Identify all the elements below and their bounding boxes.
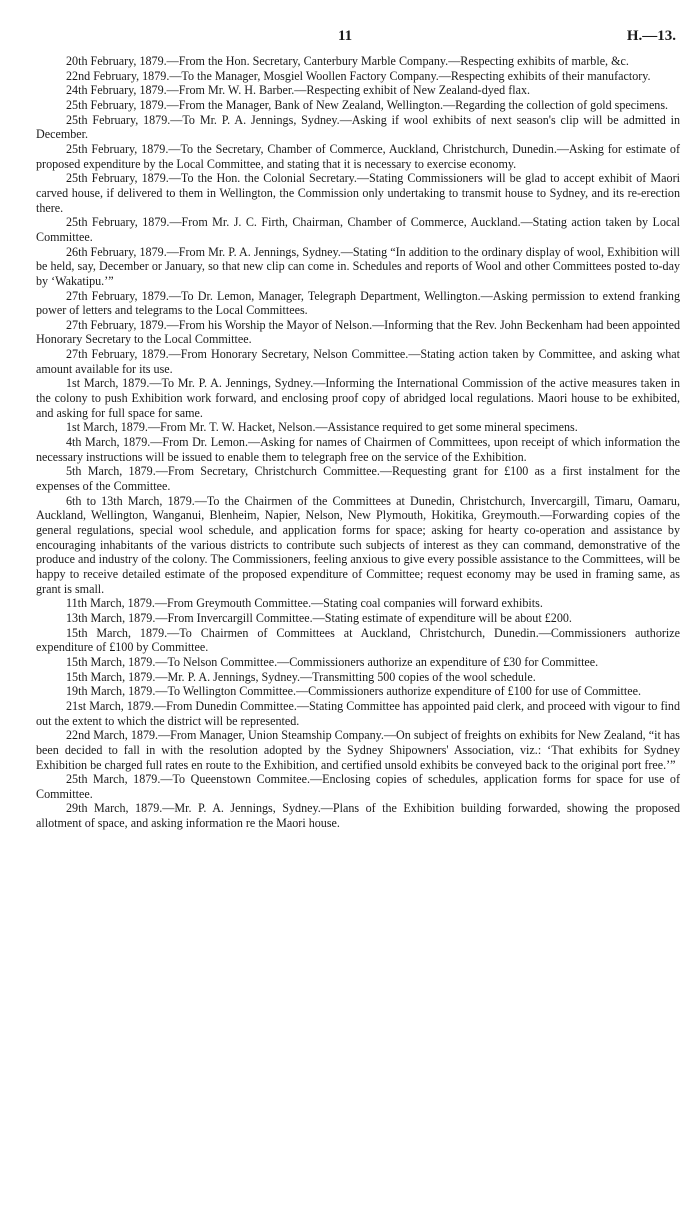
correspondence-list: [36, 54, 680, 831]
correspondence-entry: 15th March, 1879.—To Chairmen of Committees at Auckland, Christchurch, Dunedin.—Commissioners authorize expenditure of £100 by Committee.: [36, 625, 680, 655]
correspondence-entry: 26th February, 1879.—From Mr. P. A. Jennings, Sydney.—Stating “In addition to the ordinary display of wool, Exhibition will be held, say, December or January, so that new clip can come in. Schedules and reports of Wool and other Committees posted to-day by ‘Wakatipu.’”: [36, 244, 680, 288]
correspondence-entry: 25th February, 1879.—To Mr. P. A. Jennings, Sydney.—Asking if wool exhibits of next season's clip will be admitted in December.: [36, 112, 680, 142]
correspondence-entry: 15th March, 1879.—To Nelson Committee.—Commissioners authorize an expenditure of £30 for Committee.: [66, 654, 599, 669]
correspondence-entry: 22nd March, 1879.—From Manager, Union Steamship Company.—On subject of freights on exhibits for New Zealand, “it has been decided to fall in with the resolution adopted by the Sydney Shipowners' Association, viz.: ‘That exhibits for Sydney Exhibition be charged full rates en route to the Exhibition, and certified unsold exhibits be conveyed back to the original port free.’”: [36, 728, 680, 772]
correspondence-entry: 1st March, 1879.—To Mr. P. A. Jennings, Sydney.—Informing the International Commission of the active measures taken in the colony to push Exhibition work forward, and enclosing proof copy of abridged local regulations. Maori house to be exhibited, and asking for full space for same.: [36, 376, 680, 420]
correspondence-entry: 19th March, 1879.—To Wellington Committee.—Commissioners authorize expenditure of £100 for use of Committee.: [66, 684, 642, 699]
correspondence-entry: 25th February, 1879.—From the Manager, Bank of New Zealand, Wellington.—Regarding the collection of gold specimens.: [66, 97, 669, 112]
correspondence-entry: 5th March, 1879.—From Secretary, Christchurch Committee.—Requesting grant for £100 as a first instalment for the expenses of the Committee.: [36, 464, 680, 494]
correspondence-entry: 27th February, 1879.—To Dr. Lemon, Manager, Telegraph Department, Wellington.—Asking permission to extend franking power of letters and telegrams to the Local Committees.: [36, 288, 680, 318]
correspondence-entry: 15th March, 1879.—Mr. P. A. Jennings, Sydney.—Transmitting 500 copies of the wool schedule.: [66, 669, 536, 684]
correspondence-entry: 1st March, 1879.—From Mr. T. W. Hacket, Nelson.—Assistance required to get some mineral specimens.: [66, 420, 578, 435]
correspondence-entry: 25th February, 1879.—To the Secretary, Chamber of Commerce, Auckland, Christchurch, Dunedin.—Asking for estimate of proposed expenditure by the Local Committee, and stating that it is necessary to exercise economy.: [36, 141, 680, 171]
document-reference: H.—13.: [626, 28, 676, 44]
correspondence-entry: 20th February, 1879.—From the Hon. Secretary, Canterbury Marble Company.—Respecting exhibits of marble, &c.: [66, 54, 629, 68]
correspondence-entry: 13th March, 1879.—From Invercargill Committee.—Stating estimate of expenditure will be about £200.: [66, 610, 572, 625]
correspondence-entry: 11th March, 1879.—From Greymouth Committee.—Stating coal companies will forward exhibits.: [66, 596, 543, 611]
correspondence-entry: 27th February, 1879.—From Honorary Secretary, Nelson Committee.—Stating action taken by Committee, and asking what amount available for its use.: [36, 347, 680, 376]
correspondence-entry: 24th February, 1879.—From Mr. W. H. Barber.—Respecting exhibit of New Zealand-dyed flax.: [66, 83, 531, 98]
correspondence-entry: 4th March, 1879.—From Dr. Lemon.—Asking for names of Chairmen of Committees, upon receipt of which information the necessary instructions will be issued to enable them to telegraph free on the service of the Exhibition.: [36, 435, 680, 464]
correspondence-entry: 25th February, 1879.—To the Hon. the Colonial Secretary.—Stating Commissioners will be glad to accept exhibit of Maori carved house, if delivered to them in Wellington, the Commission only undertaking to transmit house to Sydney, and its re-erection there.: [36, 171, 680, 215]
correspondence-entry: 25th February, 1879.—From Mr. J. C. Firth, Chairman, Chamber of Commerce, Auckland.—Stating action taken by Local Committee.: [36, 215, 680, 244]
correspondence-entry: 27th February, 1879.—From his Worship the Mayor of Nelson.—Informing that the Rev. John Beckenham had been appointed Honorary Secretary to the Local Committee.: [36, 317, 680, 347]
correspondence-entry: 29th March, 1879.—Mr. P. A. Jennings, Sydney.—Plans of the Exhibition building forwarded, showing the proposed allotment of space, and asking information re the Maori house.: [36, 801, 680, 831]
correspondence-entry: 25th March, 1879.—To Queenstown Commitee.—Enclosing copies of schedules, application forms for space for use of Committee.: [36, 772, 680, 801]
page-header: [36, 22, 680, 48]
correspondence-entry: 21st March, 1879.—From Dunedin Committee.—Stating Committee has appointed paid clerk, and proceed with vigour to find out the extent to which the district will be represented.: [36, 698, 680, 728]
correspondence-entry: 6th to 13th March, 1879.—To the Chairmen of the Committees at Dunedin, Christchurch, Invercargill, Timaru, Oamaru, Auckland, Wellington, Wanganui, Blenheim, Napier, Nelson, New Plymouth, Hokitika, Greymouth.—Forwarding copies of the general regulations, special wool schedule, and application forms for space; asking for hearty co-operation and assistance by encouraging inhabitants of the various districts to contribute such subjects of interest as they can command, demonstrative of the produce and industry of the colony. The Commissioners, feeling anxious to give every possible assistance to the Committees, will be happy to receive detailed estimate of the proposed expenditure of Committee; request economy may be used in framing same, as grant is small.: [36, 493, 680, 596]
correspondence-entry: 22nd February, 1879.—To the Manager, Mosgiel Woollen Factory Company.—Respecting exhibits of their manufactory.: [66, 68, 651, 83]
page-number: 11: [338, 28, 353, 44]
